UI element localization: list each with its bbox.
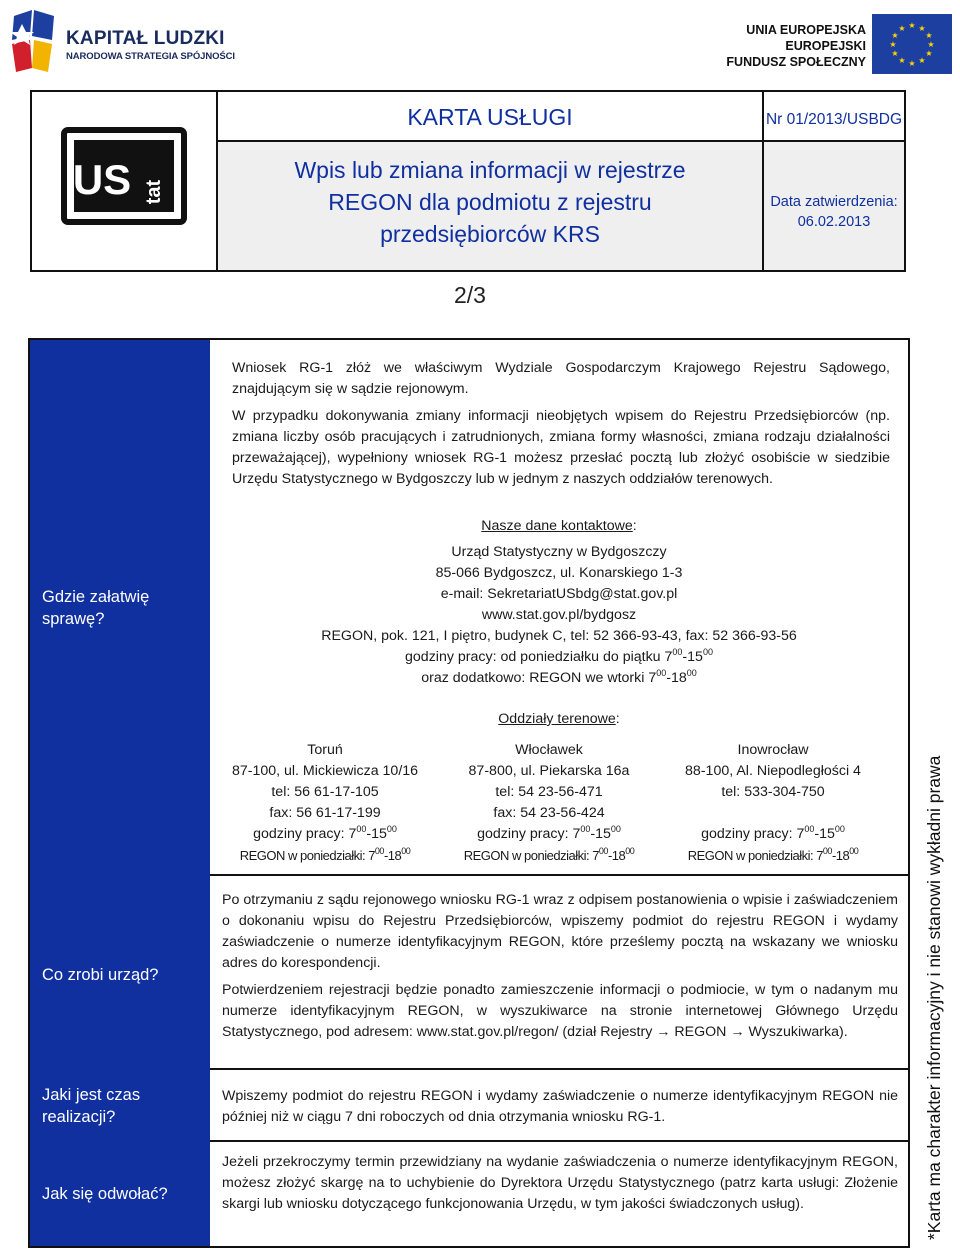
label-time-line-2: realizacji? [42,1108,116,1126]
office-action-paragraph-2: Potwierdzeniem rejestracji będzie ponadto zamieszczenie informacji o podmiocie, w tym o nadanym mu numerze identyfikacyjnym REGON, w wyszukiwarce na stronie internetowej Głównego Urzędu Statystycznego, pod adresem: www.stat.gov.pl/regon/ (dział Rejestry → REGON → Wyszukiwarka). [222,982,898,1040]
office-hours: godziny pracy: od poniedziałku do piątku $7^{00}-15^{00}$ [405,647,713,665]
where-paragraph-1: Wniosek RG-1 złóż we właściwym Wydziale Gospodarczym Krajowego Rejestru Sądowego, znajdującym się w sądzie rejonowym. [232,360,890,397]
service-details-table [28,338,910,1248]
branch-tel: tel: 533-304-750 [721,784,825,800]
disclaimer-vertical-note: *Karta ma charakter informacyjny i nie stanowi wykładni prawa [924,755,944,1240]
label-where-line-1: Gdzie załatwię [42,588,150,606]
page-number: 2/3 [454,282,486,308]
service-title-line-3: przedsiębiorców KRS [380,221,600,247]
svg-text:★: ★ [918,56,926,65]
regon-room-info: REGON, pok. 121, I piętro, budynek C, tel: 52 366-93-43, fax: 52 366-93-56 [321,628,797,644]
svg-text:US: US [72,156,132,203]
svg-text:★: ★ [925,49,933,58]
svg-text:★: ★ [927,40,935,49]
eu-logo [692,14,952,78]
office-extra-hours: oraz dodatkowo: REGON we wtorki $7^{00}-18^{00}$ [421,668,697,686]
kapital-ludzki-logo [8,6,268,78]
branch-city: Włocławek [515,742,583,758]
appeal-paragraph: Jeżeli przekroczymy termin przewidziany na wydanie zaświadczenia o numerze identyfikacyjnym REGON, możesz złożyć skargę na to uchybienie do Dyrektora Urzędu Statystycznego (patrz karta usługi: Złożenie skargi lub wniosku dotyczącego funkcjonowania Urzędu, w tym jakości świadczonych usług). [222,1154,898,1212]
branch-address: 87-800, ul. Piekarska 16a [468,763,630,779]
svg-text:★: ★ [889,40,897,49]
branch-address: 87-100, ul. Mickiewicza 10/16 [231,763,419,779]
branch-regon-hours: REGON w poniedziałki: $7^{00}-18^{00}$ [463,846,635,863]
branch-regon-hours: REGON w poniedziałki: $7^{00}-18^{00}$ [239,846,411,863]
office-contact-block [210,542,908,689]
label-office-action: Co zrobi urząd? [42,966,159,984]
time-paragraph: Wpiszemy podmiot do rejestru REGON i wydamy zaświadczenie o numerze identyfikacyjnym REGON nie później niż w ciągu 7 dni roboczych od dnia otrzymania wniosku RG-1. [222,1088,898,1125]
branch-regon-hours: REGON w poniedziałki: $7^{00}-18^{00}$ [687,846,859,863]
branch-address: 88-100, Al. Niepodległości 4 [685,763,861,779]
branch-tel: tel: 54 23-56-471 [495,784,603,800]
approval-date-value: 06.02.2013 [797,214,871,230]
card-number: Nr 01/2013/USBDG [764,92,904,142]
branch-hours: godziny pracy: $7^{00}-15^{00}$ [701,824,845,842]
section-content [210,340,908,1246]
branches-heading [210,709,908,730]
us-stat-logo [32,92,218,270]
kapital-ludzki-title: KAPITAŁ LUDZKI [66,28,225,49]
label-time [42,1084,140,1128]
service-title [218,142,762,270]
office-website: www.stat.gov.pl/bydgosz [481,607,637,623]
branch-city: Inowrocław [737,742,809,758]
branch-fax [660,803,886,824]
branch-hours: godziny pracy: $7^{00}-15^{00}$ [253,824,397,842]
office-email: e-mail: SekretariatUSbdg@stat.gov.pl [440,586,678,602]
svg-text:★: ★ [908,21,916,30]
branch-hours: godziny pracy: $7^{00}-15^{00}$ [477,824,621,842]
branch-fax: fax: 54 23-56-424 [493,805,605,821]
label-time-line-1: Jaki jest czas [42,1086,141,1104]
eu-line-1: UNIA EUROPEJSKA [746,23,866,37]
kapital-ludzki-emblem-icon [8,6,60,78]
label-where-line-2: sprawę? [42,610,105,628]
office-name: Urząd Statystyczny w Bydgoszczy [451,544,667,560]
branches-heading-colon: : [615,711,620,727]
svg-text:★: ★ [891,49,899,58]
section-sidebar [30,340,210,1246]
karta-uslugi-title: KARTA USŁUGI [218,92,762,142]
office-action-paragraph-1: Po otrzymaniu z sądu rejonowego wniosku RG-1 wraz z odpisem postanowienia o wpisie i zaświadczeniem o dokonaniu wpisu do Rejestru Przedsiębiorców, wpiszemy podmiot do rejestru REGON i wydamy zaświadczenie o numerze identyfikacyjnym REGON, które prześlemy pocztą na wskazany we wniosku adres do korespondencji. [222,892,898,971]
branches-heading-text: Oddziały terenowe [498,711,616,727]
branch-tel: tel: 56 61-17-105 [271,784,379,800]
where-paragraph-2: W przypadku dokonywania zmiany informacji nieobjętych wpisem do Rejestru Przedsiębiorców (np. zmiana liczby osób pracujących i zatrudnionych, zmiana formy własności, zmiana rodzaju działalności przeważającej), wypełniony wniosek RG-1 możesz przesłać pocztą lub złożyć osobiście w siedzibie Urzędu Statystycznego w Bydgoszczy lub w jednym z naszych oddziałów terenowych. [232,408,890,487]
eu-line-2: EUROPEJSKI [785,39,866,53]
service-title-line-2: REGON dla podmiotu z rejestru [328,189,652,215]
svg-text:★: ★ [898,24,906,33]
approval-date [764,142,904,270]
branch-wloclawek [436,740,662,866]
kapital-ludzki-subtitle: NARODOWA STRATEGIA SPÓJNOŚCI [66,51,235,62]
us-stat-emblem-icon [32,92,218,270]
service-title-line-1: Wpis lub zmiana informacji w rejestrze [294,157,686,183]
branch-city: Toruń [307,742,343,758]
contact-heading [210,516,908,537]
svg-text:★: ★ [925,31,933,40]
office-address: 85-066 Bydgoszcz, ul. Konarskiego 1-3 [435,565,683,581]
svg-text:★: ★ [891,31,899,40]
eu-line-3: FUNDUSZ SPOŁECZNY [726,55,866,69]
svg-text:tat: tat [143,179,165,205]
branch-torun [212,740,438,866]
svg-text:★: ★ [918,24,926,33]
service-card-header [30,90,906,272]
branch-fax: fax: 56 61-17-199 [269,805,381,821]
label-where [42,586,149,630]
label-appeal: Jak się odwołać? [42,1185,168,1203]
svg-text:★: ★ [898,56,906,65]
branch-inowroclaw [660,740,886,866]
approval-date-label: Data zatwierdzenia: [770,194,898,210]
contact-heading-colon: : [632,518,637,534]
svg-text:★: ★ [908,59,916,68]
contact-heading-text: Nasze dane kontaktowe [481,518,633,534]
